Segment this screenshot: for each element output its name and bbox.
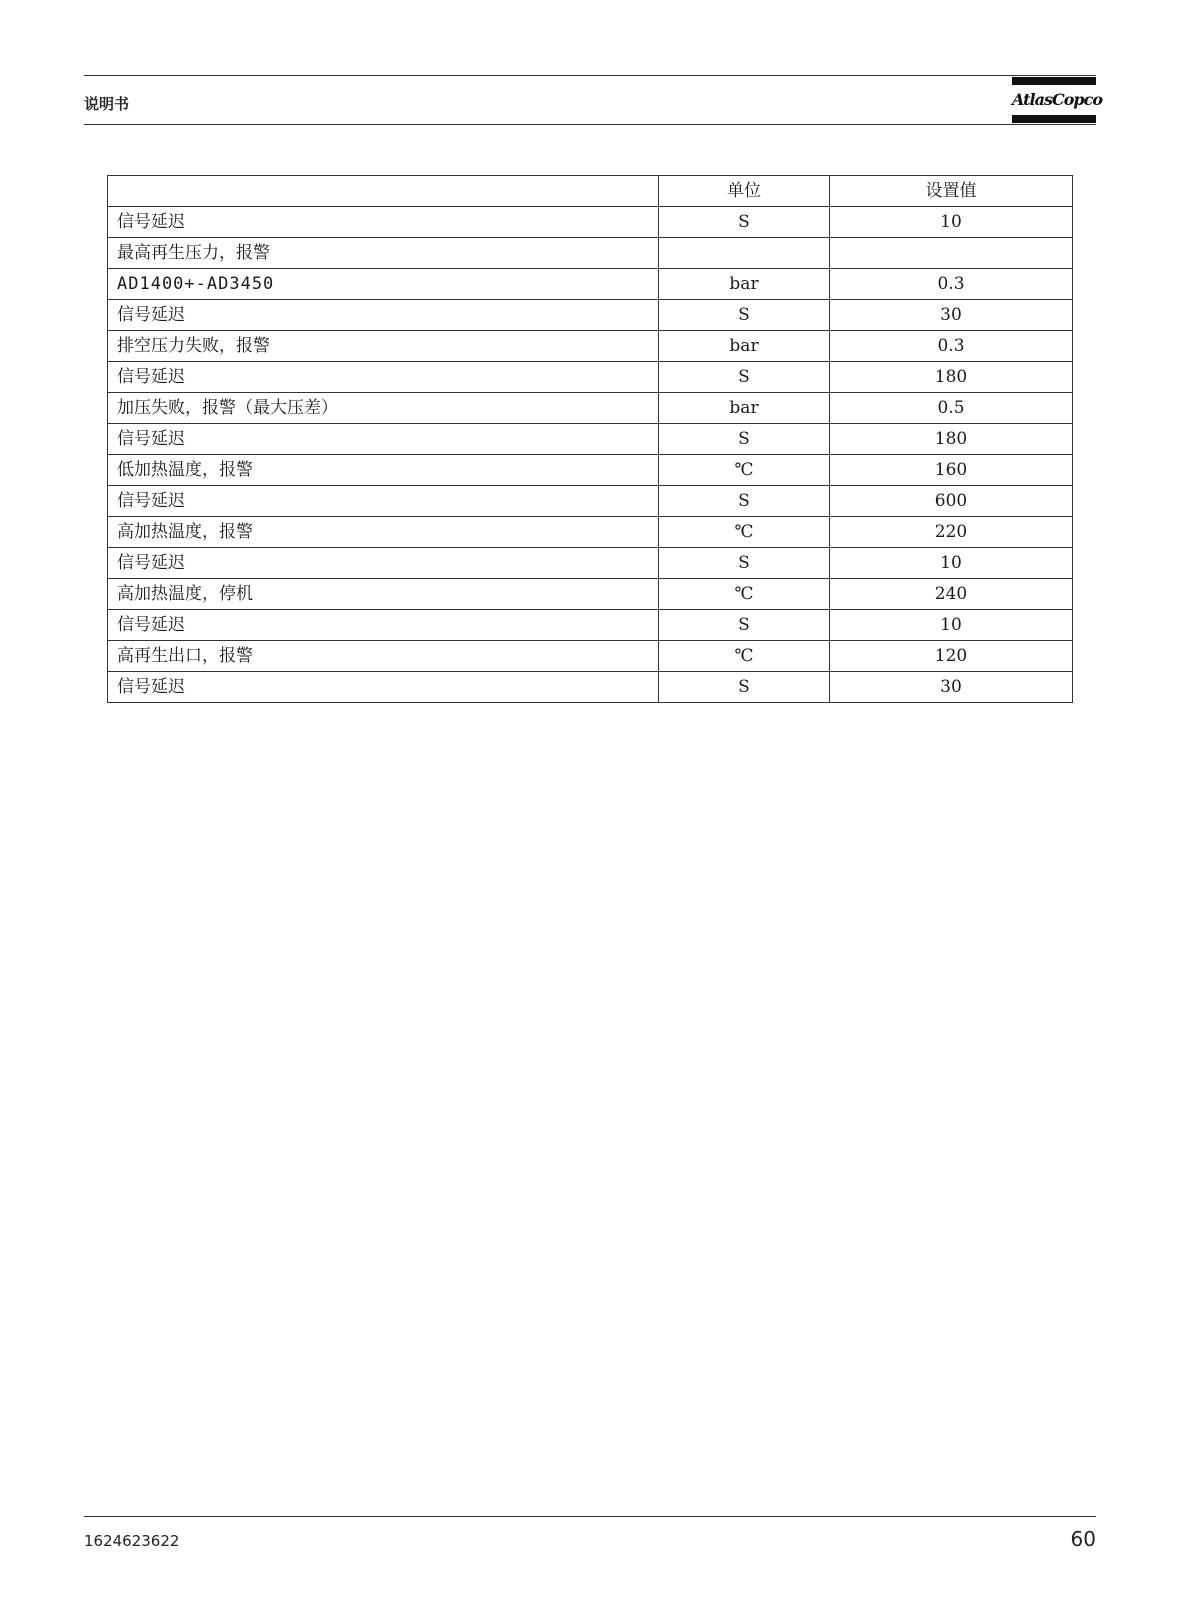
- parameter-unit: S: [659, 486, 830, 517]
- table-row: [108, 207, 1073, 238]
- parameter-unit: ℃: [659, 579, 830, 610]
- parameter-name: 信号延迟: [108, 548, 659, 579]
- parameter-value: 220: [830, 517, 1073, 548]
- parameter-table: [107, 175, 1073, 703]
- parameter-value: 120: [830, 641, 1073, 672]
- parameter-name: 信号延迟: [108, 610, 659, 641]
- atlas-copco-logo: [1012, 77, 1102, 123]
- parameter-unit: S: [659, 610, 830, 641]
- parameter-unit: S: [659, 424, 830, 455]
- parameter-unit: S: [659, 207, 830, 238]
- parameter-value: 0.5: [830, 393, 1073, 424]
- parameter-name: 信号延迟: [108, 672, 659, 703]
- parameter-unit: ℃: [659, 517, 830, 548]
- parameter-value: 240: [830, 579, 1073, 610]
- parameter-unit: S: [659, 548, 830, 579]
- parameter-value: 180: [830, 362, 1073, 393]
- column-header: 设置值: [830, 176, 1073, 207]
- parameter-value: [830, 238, 1073, 269]
- parameter-name: 加压失败，报警（最大压差）: [108, 393, 659, 424]
- table-row: [108, 641, 1073, 672]
- parameter-value: 160: [830, 455, 1073, 486]
- logo-top-bar: [1012, 77, 1096, 85]
- parameter-unit: bar: [659, 331, 830, 362]
- parameter-value: 0.3: [830, 331, 1073, 362]
- parameter-name: 信号延迟: [108, 300, 659, 331]
- parameter-name: AD1400+-AD3450: [108, 269, 659, 300]
- table-row: [108, 455, 1073, 486]
- table-row: [108, 579, 1073, 610]
- table-row: [108, 393, 1073, 424]
- parameter-unit: S: [659, 672, 830, 703]
- parameter-name: 高加热温度，报警: [108, 517, 659, 548]
- parameter-unit: bar: [659, 269, 830, 300]
- parameter-name: 信号延迟: [108, 424, 659, 455]
- parameter-name: 最高再生压力，报警: [108, 238, 659, 269]
- parameter-value: 10: [830, 207, 1073, 238]
- table-header-row: [108, 176, 1073, 207]
- header-bottom-rule: [84, 124, 1096, 125]
- page-number: 60: [1070, 1527, 1096, 1551]
- parameter-table-body: [108, 176, 1073, 703]
- table-row: [108, 331, 1073, 362]
- parameter-name: 低加热温度，报警: [108, 455, 659, 486]
- parameter-unit: ℃: [659, 455, 830, 486]
- table-row: [108, 548, 1073, 579]
- parameter-name: 高加热温度，停机: [108, 579, 659, 610]
- table-row: [108, 238, 1073, 269]
- parameter-value: 0.3: [830, 269, 1073, 300]
- table-row: [108, 486, 1073, 517]
- parameter-name: 信号延迟: [108, 486, 659, 517]
- table-row: [108, 300, 1073, 331]
- table-row: [108, 672, 1073, 703]
- parameter-name: 高再生出口，报警: [108, 641, 659, 672]
- parameter-name: 信号延迟: [108, 362, 659, 393]
- parameter-value: 30: [830, 300, 1073, 331]
- table-row: [108, 362, 1073, 393]
- table-row: [108, 269, 1073, 300]
- column-header: [108, 176, 659, 207]
- parameter-unit: [659, 238, 830, 269]
- parameter-value: 180: [830, 424, 1073, 455]
- document-number: 1624623622: [84, 1532, 180, 1550]
- parameter-value: 600: [830, 486, 1073, 517]
- parameter-unit: ℃: [659, 641, 830, 672]
- parameter-unit: S: [659, 300, 830, 331]
- parameter-value: 30: [830, 672, 1073, 703]
- parameter-name: 信号延迟: [108, 207, 659, 238]
- table-row: [108, 610, 1073, 641]
- table-row: [108, 424, 1073, 455]
- table-row: [108, 517, 1073, 548]
- parameter-unit: S: [659, 362, 830, 393]
- footer-rule: [84, 1516, 1096, 1517]
- parameter-value: 10: [830, 610, 1073, 641]
- logo-wordmark: AtlasCopco: [1012, 90, 1102, 109]
- parameter-value: 10: [830, 548, 1073, 579]
- document-title: 说明书: [84, 95, 130, 113]
- column-header: 单位: [659, 176, 830, 207]
- header-top-rule: [84, 75, 1096, 76]
- parameter-unit: bar: [659, 393, 830, 424]
- logo-bottom-bar: [1012, 115, 1096, 123]
- parameter-name: 排空压力失败，报警: [108, 331, 659, 362]
